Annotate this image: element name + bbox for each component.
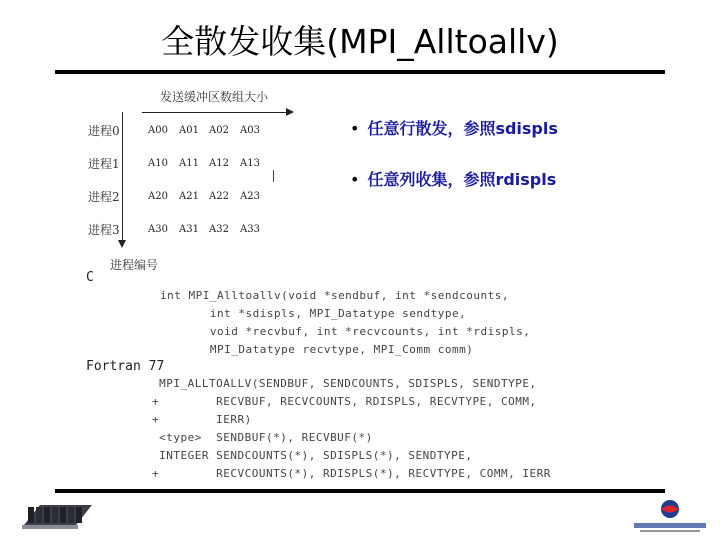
c-language-label: C [86, 270, 94, 285]
bullet-text: 任意行散发，参照sdispls [367, 119, 558, 138]
c-code-line: int *sdispls, MPI_Datatype sendtype, [160, 307, 467, 320]
matrix-cell: A01 [179, 125, 199, 136]
matrix-cell: A21 [179, 191, 199, 202]
matrix-cell: A23 [240, 191, 260, 202]
c-code-line: int MPI_Alltoallv(void *sendbuf, int *sendcounts, [160, 289, 510, 302]
matrix-cell: A03 [240, 125, 260, 136]
matrix-cell: A02 [209, 125, 229, 136]
fortran-code-line: MPI_ALLTOALLV(SENDBUF, SENDCOUNTS, SDISPLS, SENDTYPE, [152, 377, 537, 390]
process-label: 进程3 [88, 223, 120, 237]
process-axis-label: 进程编号 [110, 258, 159, 272]
matrix-cell: A12 [209, 158, 229, 169]
matrix-cell: A31 [179, 224, 199, 235]
divider-tick [273, 170, 274, 182]
matrix-cell: A10 [148, 158, 168, 169]
fortran-code-line: + RECVBUF, RECVCOUNTS, RDISPLS, RECVTYPE, COMM, [152, 395, 537, 408]
bottom-divider [55, 489, 665, 493]
server-rack-icon [20, 497, 96, 533]
c-code-line: void *recvbuf, int *recvcounts, int *rdispls, [160, 325, 531, 338]
fortran-code-line: <type> SENDBUF(*), RECVBUF(*) [152, 431, 373, 444]
bullet-dot-icon: • [350, 119, 360, 138]
matrix-cell: A00 [148, 125, 168, 136]
fortran-code-line: INTEGER SENDCOUNTS(*), SDISPLS(*), SENDTYPE, [152, 449, 473, 462]
process-label: 进程2 [88, 190, 120, 204]
matrix-cell: A11 [179, 158, 199, 169]
bullet-list [350, 116, 558, 218]
diagram-caption: 发送缓冲区数组大小 [160, 90, 269, 104]
matrix-cell: A20 [148, 191, 168, 202]
fortran-language-label: Fortran 77 [86, 359, 165, 374]
process-label: 进程1 [88, 157, 120, 171]
matrix-cell: A30 [148, 224, 168, 235]
c-code-line: MPI_Datatype recvtype, MPI_Comm comm) [160, 343, 474, 356]
page-title: 全散发收集(MPI_Alltoallv) [161, 22, 559, 61]
fortran-code-line: + RECVCOUNTS(*), RDISPLS(*), RECVTYPE, COMM, IERR [152, 467, 551, 480]
bullet-item [350, 167, 558, 191]
matrix-cell: A33 [240, 224, 260, 235]
process-label: 进程0 [88, 124, 120, 138]
supercomputing-center-logo [630, 498, 710, 536]
matrix-cell: A32 [209, 224, 229, 235]
fortran-code-line: + IERR) [152, 413, 252, 426]
bullet-text: 任意列收集，参照rdispls [367, 170, 557, 189]
arrow-right-icon [142, 112, 288, 113]
matrix-cell: A22 [209, 191, 229, 202]
matrix-cell: A13 [240, 158, 260, 169]
top-divider [55, 70, 665, 74]
bullet-item [350, 116, 558, 140]
bullet-dot-icon: • [350, 170, 360, 189]
